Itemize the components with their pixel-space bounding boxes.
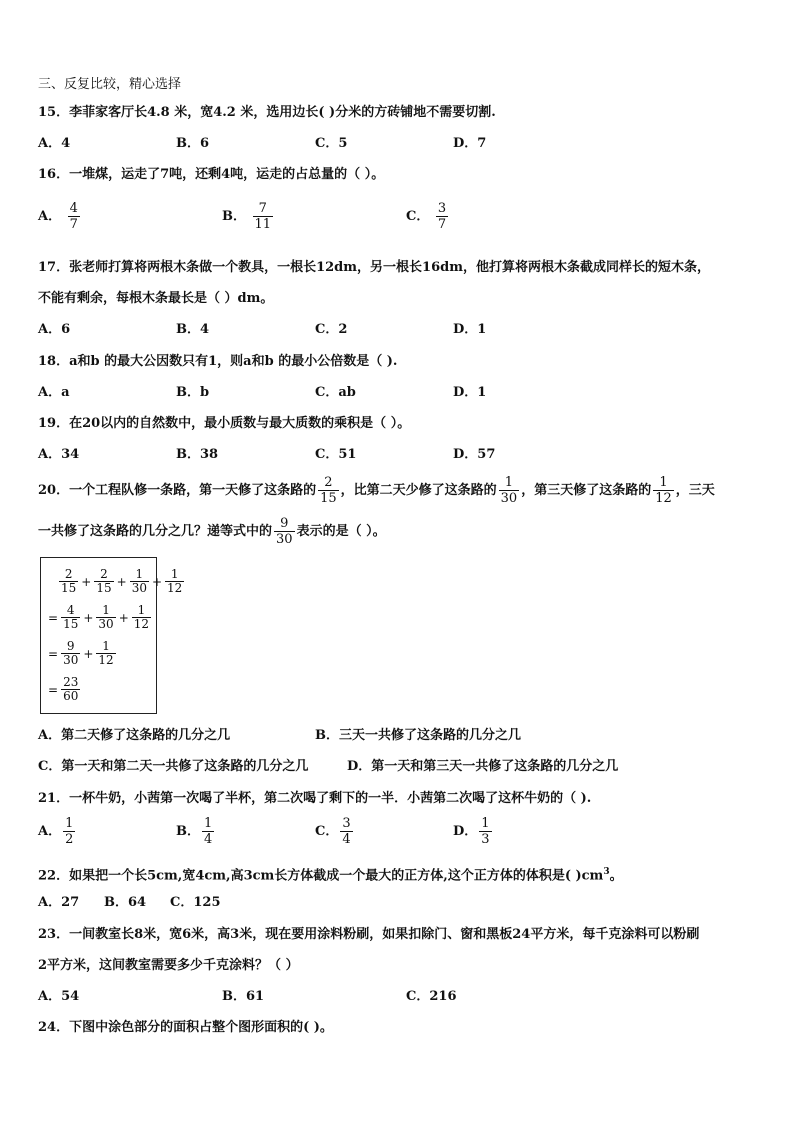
- numerator: 4: [69, 201, 78, 216]
- q21-option-b[interactable]: [176, 816, 216, 847]
- question-20-line-1: [38, 474, 715, 508]
- numerator: 1: [137, 603, 146, 617]
- question-23-line-2: 2平方米，这间教室需要多少千克涂料？（ ）: [38, 958, 299, 973]
- q16-option-a[interactable]: [38, 201, 82, 232]
- q21-option-d[interactable]: [453, 816, 494, 847]
- numerator: 23: [63, 675, 79, 689]
- q23-option-c[interactable]: C．216: [406, 989, 457, 1004]
- q23-option-a[interactable]: A．54: [38, 989, 80, 1004]
- q15-option-c[interactable]: C．5: [315, 136, 348, 151]
- calc-row-2: [47, 604, 153, 631]
- q15-option-b[interactable]: B．6: [176, 136, 210, 151]
- denominator: 12: [98, 653, 114, 667]
- fraction: [436, 201, 448, 232]
- denominator: 30: [500, 491, 518, 506]
- q20-option-a[interactable]: A．第二天修了这条路的几分之几: [38, 728, 231, 743]
- denominator: 30: [276, 532, 293, 547]
- denominator: 12: [167, 581, 183, 595]
- question-16: 16．一堆煤，运走了7吨，还剩4吨，运走的占总量的（ ）。: [38, 167, 385, 182]
- q18-option-d[interactable]: D．1: [453, 385, 487, 400]
- numerator: 3: [437, 201, 447, 216]
- q21-option-c[interactable]: [315, 816, 355, 847]
- fraction: [61, 640, 80, 667]
- denominator: 60: [63, 689, 79, 703]
- fraction: [63, 816, 75, 847]
- question-15: 15．李菲家客厅长4.8 米，宽4.2 米，选用边长( )分米的方砖铺地不需要切割.: [38, 105, 496, 120]
- plus-sign: +: [151, 574, 163, 589]
- numerator: 2: [64, 567, 73, 581]
- q19-option-a[interactable]: A．34: [38, 447, 80, 462]
- numerator: 2: [324, 475, 333, 490]
- numerator: 4: [66, 603, 75, 617]
- q17-option-a[interactable]: A．6: [38, 322, 71, 337]
- q19-option-c[interactable]: C．51: [315, 447, 357, 462]
- denominator: 3: [481, 832, 490, 847]
- question-24: 24．下图中涂色部分的面积占整个图形面积的( )。: [38, 1020, 333, 1035]
- fraction: [499, 475, 520, 506]
- q21-option-a[interactable]: [38, 816, 77, 847]
- fraction: [132, 604, 151, 631]
- fraction: [96, 640, 115, 667]
- q20-text-4: ，三天: [675, 483, 715, 498]
- question-17-line-2: 不能有剩余，每根木条最长是（ ）dm。: [38, 291, 274, 306]
- question-23-line-1: 23．一间教室长8米，宽6米，高3米，现在要用涂料粉刷，如果扣除门、窗和黑板24平方米，每千克涂料可以粉刷: [38, 927, 700, 942]
- q23-option-b[interactable]: B．61: [222, 989, 265, 1004]
- option-label: B．: [176, 824, 200, 839]
- fraction: [130, 568, 149, 595]
- fraction: [253, 201, 274, 232]
- fraction: [318, 475, 339, 506]
- q20-text-5: 一共修了这条路的几分之几？递等式中的: [38, 524, 273, 539]
- denominator: 15: [96, 581, 112, 595]
- numerator: 1: [135, 567, 144, 581]
- q17-option-b[interactable]: B．4: [176, 322, 210, 337]
- calc-row-4: [47, 676, 82, 703]
- numerator: 7: [258, 201, 267, 216]
- superscript: 3: [603, 867, 610, 877]
- fraction: [94, 568, 113, 595]
- equals-sign: =: [48, 682, 59, 697]
- equals-sign: =: [48, 646, 59, 661]
- fraction: [340, 816, 352, 847]
- denominator: 15: [61, 581, 77, 595]
- question-17-line-1: 17．张老师打算将两根木条做一个教具，一根长12dm，另一根长16dm，他打算将两根木条截成同样长的短木条，: [38, 260, 710, 275]
- q22-option-c[interactable]: C．125: [170, 895, 221, 910]
- denominator: 4: [204, 832, 213, 847]
- denominator: 2: [65, 832, 74, 847]
- numerator: 2: [100, 567, 108, 581]
- denominator: 11: [254, 217, 272, 232]
- q19-option-b[interactable]: B．38: [176, 447, 219, 462]
- plus-sign: +: [118, 610, 129, 625]
- q18-option-a[interactable]: A．a: [38, 385, 70, 400]
- q20-option-b[interactable]: B．三天一共修了这条路的几分之几: [315, 728, 521, 743]
- question-19: 19．在20以内的自然数中，最小质数与最大质数的乘积是（ ）。: [38, 416, 411, 431]
- denominator: 12: [133, 617, 150, 631]
- option-label: B．: [222, 209, 246, 224]
- q17-option-c[interactable]: C．2: [315, 322, 348, 337]
- denominator: 15: [320, 491, 337, 506]
- q20-option-c[interactable]: C．第一天和第二天一共修了这条路的几分之几: [38, 759, 309, 774]
- denominator: 30: [131, 581, 147, 595]
- numerator: 1: [481, 816, 490, 831]
- numerator: 1: [65, 816, 74, 831]
- plus-sign: +: [81, 574, 92, 589]
- q20-text-3: ，第三天修了这条路的: [521, 483, 652, 498]
- denominator: 7: [437, 217, 447, 232]
- q16-option-c[interactable]: [406, 201, 450, 232]
- question-21: 21．一杯牛奶，小茜第一次喝了半杯，第二次喝了剩下的一半．小茜第二次喝了这杯牛奶的（ ).: [38, 791, 592, 806]
- equals-sign: =: [48, 610, 59, 625]
- denominator: 12: [655, 491, 672, 506]
- plus-sign: +: [83, 610, 94, 625]
- q20-text-6: 表示的是（ ）。: [296, 524, 386, 539]
- numerator: 1: [659, 475, 668, 490]
- calc-row-1: [57, 568, 186, 595]
- numerator: 1: [102, 639, 110, 653]
- q16-option-b[interactable]: [222, 201, 275, 232]
- fraction: [59, 568, 78, 595]
- plus-sign: +: [116, 574, 127, 589]
- q20-text-2: ，比第二天少修了这条路的: [340, 483, 497, 498]
- question-18: 18．a和b 的最大公因数只有1，则a和b 的最小公倍数是（ ).: [38, 354, 398, 369]
- fraction: [68, 201, 80, 232]
- numerator: 1: [102, 603, 110, 617]
- numerator: 9: [280, 516, 289, 531]
- q18-option-c[interactable]: C．ab: [315, 385, 356, 400]
- numerator: 1: [204, 816, 213, 831]
- numerator: 1: [170, 567, 179, 581]
- option-label: A．: [38, 824, 62, 839]
- numerator: 3: [342, 816, 351, 831]
- option-label: D．: [453, 824, 478, 839]
- denominator: 30: [63, 653, 79, 667]
- denominator: 4: [342, 832, 351, 847]
- option-label: C．: [315, 824, 339, 839]
- fraction: [96, 604, 115, 631]
- q18-option-b[interactable]: B．b: [176, 385, 210, 400]
- fraction: [479, 816, 491, 847]
- fraction: [61, 676, 80, 703]
- q15-option-a[interactable]: A．4: [38, 136, 71, 151]
- calc-row-3: [47, 640, 118, 667]
- q19-option-d[interactable]: D．57: [453, 447, 496, 462]
- q22-option-b[interactable]: B．64: [104, 895, 147, 910]
- q20-text-1: 20．一个工程队修一条路，第一天修了这条路的: [38, 483, 317, 498]
- q22-option-a[interactable]: A．27: [38, 895, 80, 910]
- q22-text: 22．如果把一个长5cm,宽4cm,高3cm长方体截成一个最大的正方体,这个正方体的体积是( )cm: [38, 868, 604, 884]
- numerator: 1: [504, 475, 514, 490]
- denominator: 7: [69, 217, 78, 232]
- fraction: [653, 475, 674, 506]
- section-title: 三、反复比较，精心选择: [38, 77, 182, 92]
- fraction: [274, 516, 295, 547]
- q22-end: 。: [609, 868, 623, 884]
- q15-option-d[interactable]: D．7: [453, 136, 487, 151]
- option-label: C．: [406, 209, 430, 224]
- denominator: 30: [98, 617, 114, 631]
- fraction: [202, 816, 214, 847]
- fraction: [165, 568, 184, 595]
- q17-option-d[interactable]: D．1: [453, 322, 487, 337]
- fraction: [61, 604, 80, 631]
- q20-option-d[interactable]: D．第一天和第三天一共修了这条路的几分之几: [347, 759, 619, 774]
- plus-sign: +: [83, 646, 94, 661]
- question-20-line-2: [38, 515, 386, 549]
- denominator: 15: [63, 617, 79, 631]
- numerator: 9: [66, 639, 75, 653]
- option-label: A．: [38, 209, 62, 224]
- question-22: [38, 863, 623, 885]
- calculation-box: [40, 557, 183, 714]
